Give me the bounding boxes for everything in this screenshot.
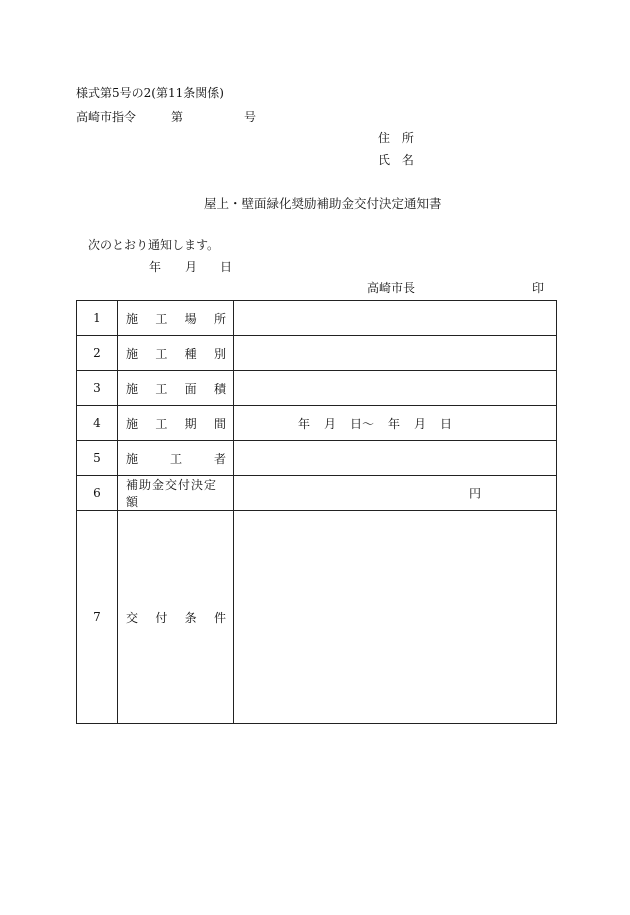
date-year: 年 — [149, 260, 162, 274]
subsidy-amount-field[interactable] — [234, 476, 557, 511]
directive-label: 高崎市指令 — [76, 110, 137, 124]
grant-conditions-field[interactable] — [234, 511, 557, 724]
directive-dai: 第 — [171, 110, 184, 124]
row-label: 施 工 期 間 — [118, 406, 234, 441]
row-number: 1 — [77, 301, 118, 336]
row-label: 施 工 場 所 — [118, 301, 234, 336]
row-label: 補助金交付決定額 — [118, 476, 234, 511]
table-row — [77, 511, 557, 724]
directive-go: 号 — [244, 110, 257, 124]
row-number: 6 — [77, 476, 118, 511]
row-number: 4 — [77, 406, 118, 441]
table-row — [77, 371, 557, 406]
row-number: 2 — [77, 336, 118, 371]
table-row — [77, 301, 557, 336]
details-table — [76, 300, 557, 724]
construction-period-field[interactable]: 年 月 日〜 年 月 日 — [234, 406, 557, 441]
construction-location-field[interactable] — [234, 301, 557, 336]
issuer-mayor: 高崎市長 — [367, 281, 416, 295]
yen-unit: 円 — [469, 486, 482, 501]
document-title: 屋上・壁面緑化奨励補助金交付決定通知書 — [204, 196, 442, 211]
row-number: 7 — [77, 511, 118, 724]
table-row — [77, 406, 557, 441]
table-row — [77, 336, 557, 371]
date-day: 日 — [220, 260, 233, 274]
table-row — [77, 441, 557, 476]
intro-text: 次のとおり通知します。 — [88, 238, 220, 252]
construction-type-field[interactable] — [234, 336, 557, 371]
row-label: 施 工 種 別 — [118, 336, 234, 371]
seal-mark: 印 — [532, 281, 545, 295]
date-month: 月 — [185, 260, 198, 274]
row-label: 交 付 条 件 — [118, 511, 234, 724]
name-label: 氏 名 — [378, 153, 418, 167]
address-label: 住 所 — [378, 131, 418, 145]
contractor-field[interactable] — [234, 441, 557, 476]
form-number: 様式第5号の2(第11条関係) — [76, 86, 224, 100]
row-label: 施 工 者 — [118, 441, 234, 476]
construction-area-field[interactable] — [234, 371, 557, 406]
row-number: 3 — [77, 371, 118, 406]
row-number: 5 — [77, 441, 118, 476]
row-label: 施 工 面 積 — [118, 371, 234, 406]
table-row — [77, 476, 557, 511]
